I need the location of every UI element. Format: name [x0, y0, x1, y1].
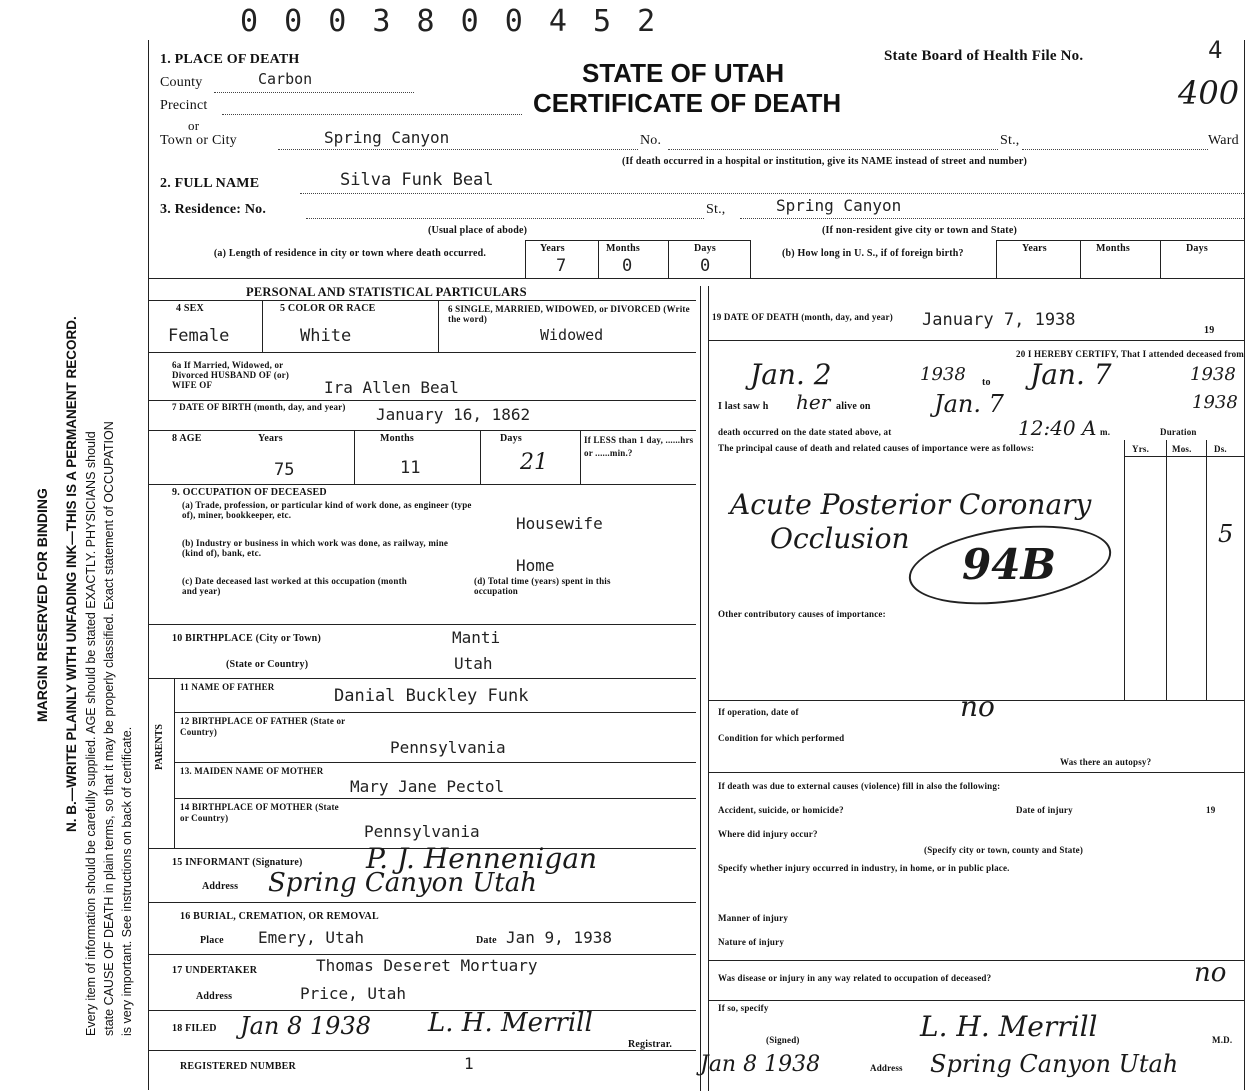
personal-heading: PERSONAL AND STATISTICAL PARTICULARS: [246, 285, 527, 299]
grid-line: [174, 762, 696, 763]
precinct-label: Precinct: [160, 98, 208, 113]
residence-months: 0: [622, 256, 633, 276]
us-residence-label: (b) How long in U. S., if of foreign birth?: [782, 248, 964, 259]
grid-line: [1160, 240, 1161, 278]
mother-value: Mary Jane Pectol: [350, 777, 505, 796]
signed-label: (Signed): [766, 1035, 800, 1045]
cause-line-1: Acute Posterior Coronary: [730, 488, 1092, 521]
duration-days: Ds.: [1214, 444, 1227, 454]
spouse-value: Ira Allen Beal: [324, 378, 459, 397]
md-label: M.D.: [1212, 1035, 1233, 1045]
nonresident-note: (If non-resident give city or town and State): [822, 225, 1018, 236]
grid-line: [148, 678, 696, 679]
grid-line: [148, 400, 696, 401]
occupation-b-label: (b) Industry or business in which work was done, as railway, mine (kind of), bank, etc.: [182, 538, 449, 558]
grid-line: [708, 340, 1244, 341]
grid-line: [996, 240, 1244, 241]
field-line: [300, 193, 1244, 194]
grid-line: [480, 430, 481, 484]
us-months-header: Months: [1096, 243, 1130, 254]
duration-label: Duration: [1160, 427, 1197, 437]
death-occurred-label: death occurred on the date stated above, at: [718, 427, 892, 437]
file-number-handwritten: 400: [1178, 74, 1240, 112]
informant-address: Spring Canyon Utah: [268, 868, 537, 898]
field-line: [222, 114, 522, 115]
dod-year-label: 19: [1204, 325, 1215, 336]
cause-code: 94B: [962, 540, 1056, 589]
age-months-header: Months: [380, 433, 414, 444]
certificate-title: CERTIFICATE OF DEATH: [533, 88, 842, 118]
injury-year-label: 19: [1206, 805, 1216, 815]
duration-months: Mos.: [1172, 444, 1192, 454]
grid-line: [525, 240, 526, 278]
cause-duration: 5: [1218, 520, 1234, 548]
dob-value: January 16, 1862: [376, 405, 531, 424]
residence-years: 7: [556, 256, 567, 276]
duration-col: [1166, 440, 1167, 700]
if-so-label: If so, specify: [718, 1003, 769, 1013]
grid-line: [438, 300, 439, 352]
date-of-death: January 7, 1938: [922, 310, 1076, 330]
birthplace-label: 10 BIRTHPLACE (City or Town): [172, 633, 321, 644]
related-occupation-label: Was disease or injury in any way related to occupation of deceased?: [718, 973, 992, 983]
condition-label: Condition for which performed: [718, 733, 845, 743]
informant-address-label: Address: [202, 881, 239, 892]
cause-label: The principal cause of death and related causes of importance were as follows:: [718, 443, 1035, 453]
ward-label: Ward: [1208, 133, 1239, 148]
grid-line: [708, 1000, 1244, 1001]
registered-number: 1: [464, 1054, 474, 1073]
undertaker-value: Thomas Deseret Mortuary: [316, 956, 538, 975]
death-time: 12:40 A: [1018, 416, 1097, 440]
certify-label: 20 I HEREBY CERTIFY, That I attended deceased from: [1016, 349, 1244, 359]
occupation-d-label: (d) Total time (years) spent in this occupation: [474, 576, 611, 596]
birthplace-state-label: (State or Country): [226, 659, 309, 670]
birthplace-state: Utah: [454, 654, 493, 673]
burial-place-label: Place: [200, 935, 224, 946]
grid-line: [148, 1010, 696, 1011]
mother-label: 13. MAIDEN NAME OF MOTHER: [180, 766, 324, 776]
instruction-note-1: Every item of information should be carefully supplied. AGE should be stated EXACTLY. PHYSICIANS should: [84, 431, 98, 1036]
age-days: 21: [520, 450, 548, 475]
grid-line: [996, 240, 997, 278]
grid-line: [262, 300, 263, 352]
or-label: or: [188, 118, 200, 133]
related-occupation-value: no: [1194, 958, 1227, 988]
grid-line: [708, 960, 1244, 961]
instruction-note-3: is very important. See instructions on back of certificate.: [120, 726, 134, 1036]
autopsy-label: Was there an autopsy?: [1060, 757, 1152, 767]
column-divider: [700, 286, 701, 1091]
industry-value: Home: [516, 556, 555, 575]
age-months: 11: [400, 458, 421, 478]
external-causes-label: If death was due to external causes (violence) fill in also the following:: [718, 781, 1001, 791]
grid-line: [525, 240, 750, 241]
residence-st-label: St.,: [706, 202, 726, 217]
grid-line: [174, 712, 696, 713]
attended-from-year: 1938: [920, 364, 966, 385]
town-label: Town or City: [160, 133, 237, 148]
residence-value: Spring Canyon: [776, 196, 902, 215]
top-section-divider: [148, 278, 1244, 279]
duration-col: [1124, 440, 1125, 700]
serial-number: 0 0 0 3 8 0 0 4 5 2: [240, 4, 660, 39]
binding-margin-note: MARGIN RESERVED FOR BINDING: [34, 488, 50, 722]
last-saw-label: I last saw h: [718, 401, 769, 412]
race-value: White: [300, 326, 352, 346]
age-label: 8 AGE: [172, 433, 202, 444]
parents-divider: [174, 678, 175, 848]
father-birthplace: Pennsylvania: [390, 738, 506, 757]
mother-birthplace-label: 14 BIRTHPLACE OF MOTHER (State or Country): [180, 802, 339, 823]
occupation-value: Housewife: [516, 514, 603, 533]
date-of-death-label: 19 DATE OF DEATH (month, day, and year): [712, 312, 893, 322]
injury-date-label: Date of injury: [1016, 805, 1073, 815]
father-birthplace-label: 12 BIRTHPLACE OF FATHER (State or Country): [180, 716, 346, 737]
file-number-label: State Board of Health File No.: [884, 48, 1084, 64]
parents-label: PARENTS: [154, 724, 165, 770]
physician-address: Spring Canyon Utah: [930, 1050, 1179, 1078]
grid-line: [708, 772, 1244, 773]
death-time-m: m.: [1100, 427, 1111, 437]
duration-col: [1206, 440, 1207, 700]
burial-label: 16 BURIAL, CREMATION, OR REMOVAL: [180, 911, 379, 922]
grid-line: [148, 484, 696, 485]
file-number: 4: [1208, 36, 1223, 64]
place-of-death-label: 1. PLACE OF DEATH: [160, 52, 300, 67]
filed-label: 18 FILED: [172, 1023, 217, 1034]
years-header: Years: [540, 243, 565, 254]
registered-number-label: REGISTERED NUMBER: [180, 1061, 296, 1072]
undertaker-address: Price, Utah: [300, 984, 406, 1003]
instruction-note-2: state CAUSE OF DEATH in plain terms, so that it may be properly classified. Exact statement of OCCUPATION: [102, 421, 116, 1036]
burial-date-label: Date: [476, 935, 497, 946]
duration-years: Yrs.: [1132, 444, 1150, 454]
age-years: 75: [274, 460, 295, 480]
registrar-label: Registrar.: [628, 1039, 673, 1050]
county-value: Carbon: [258, 70, 313, 88]
us-years-header: Years: [1022, 243, 1047, 254]
full-name-label: 2. FULL NAME: [160, 176, 260, 191]
spouse-label: 6a If Married, Widowed, or Divorced HUSBAND OF (or) WIFE OF: [172, 360, 290, 390]
grid-line: [668, 240, 669, 278]
less-than-label: If LESS than 1 day, ......hrs or ......min.?: [584, 435, 694, 458]
specify-city-note: (Specify city or town, county and State): [924, 845, 1084, 855]
operation-value: no: [960, 690, 995, 723]
grid-line: [174, 798, 696, 799]
age-years-header: Years: [258, 433, 283, 444]
grid-line: [148, 954, 696, 955]
cause-line-2: Occlusion: [770, 522, 910, 555]
field-line: [214, 92, 414, 93]
column-divider-2: [708, 286, 709, 1091]
mother-birthplace: Pennsylvania: [364, 822, 480, 841]
grid-line: [148, 624, 696, 625]
occupation-c-label: (c) Date deceased last worked at this occupation (month and year): [182, 576, 407, 596]
permanent-record-note: N. B.—WRITE PLAINLY WITH UNFADING INK—THIS IS A PERMANENT RECORD.: [64, 316, 79, 832]
field-line: [278, 149, 638, 150]
occupation-a-label: (a) Trade, profession, or particular kind of work done, as engineer (type of), miner, bookkeeper, etc.: [182, 500, 472, 520]
attended-to-year: 1938: [1190, 364, 1236, 385]
field-line: [1022, 149, 1208, 150]
specify-industry-label: Specify whether injury occurred in industry, in home, or in public place.: [718, 863, 1010, 873]
last-saw-year: 1938: [1192, 392, 1238, 413]
other-causes-label: Other contributory causes of importance:: [718, 609, 886, 619]
attended-from: Jan. 2: [750, 358, 832, 391]
us-days-header: Days: [1186, 243, 1208, 254]
burial-date: Jan 9, 1938: [506, 928, 612, 947]
days-header: Days: [694, 243, 716, 254]
field-line: [668, 149, 998, 150]
age-days-header: Days: [500, 433, 522, 444]
grid-line: [148, 352, 696, 353]
grid-line: [148, 430, 696, 431]
occupation-label: 9. OCCUPATION OF DECEASED: [172, 487, 327, 498]
dob-label: 7 DATE OF BIRTH (month, day, and year): [172, 402, 346, 412]
sex-value: Female: [168, 326, 230, 346]
grid-line: [750, 240, 751, 278]
where-injury-label: Where did injury occur?: [718, 829, 818, 839]
last-saw-alive-label: alive on: [836, 401, 871, 412]
grid-line: [354, 430, 355, 484]
months-header: Months: [606, 243, 640, 254]
manner-label: Manner of injury: [718, 913, 789, 923]
field-line: [306, 218, 704, 219]
undertaker-address-label: Address: [196, 991, 233, 1002]
length-residence-label: (a) Length of residence in city or town where death occurred.: [213, 248, 487, 259]
state-title: STATE OF UTAH: [582, 58, 785, 88]
last-saw-pronoun: her: [796, 390, 831, 414]
grid-line: [1124, 456, 1244, 457]
field-line: [740, 218, 1244, 219]
burial-place: Emery, Utah: [258, 928, 364, 947]
birthplace-city: Manti: [452, 628, 501, 647]
informant-signature: P. J. Hennenigan: [366, 842, 598, 875]
residence-label: 3. Residence: No.: [160, 202, 267, 217]
operation-label: If operation, date of: [718, 707, 799, 717]
undertaker-label: 17 UNDERTAKER: [172, 965, 258, 976]
town-value: Spring Canyon: [324, 128, 450, 147]
last-saw-date: Jan. 7: [934, 390, 1004, 418]
race-label: 5 COLOR OR RACE: [280, 303, 376, 314]
sex-label: 4 SEX: [176, 303, 204, 314]
marital-label: 6 SINGLE, MARRIED, WIDOWED, or DIVORCED (Write the word): [448, 304, 690, 324]
filed-date: Jan 8 1938: [240, 1012, 371, 1040]
registrar-signature: L. H. Merrill: [428, 1008, 593, 1038]
to-label: to: [982, 377, 991, 388]
signed-date: Jan 8 1938: [700, 1052, 821, 1077]
physician-signature: L. H. Merrill: [920, 1010, 1098, 1043]
physician-address-label: Address: [870, 1063, 903, 1073]
accident-label: Accident, suicide, or homicide?: [718, 805, 844, 815]
grid-line: [148, 300, 696, 301]
informant-label: 15 INFORMANT (Signature): [172, 857, 303, 868]
nature-label: Nature of injury: [718, 937, 785, 947]
full-name-value: Silva Funk Beal: [340, 170, 494, 190]
grid-line: [598, 240, 599, 278]
residence-days: 0: [700, 256, 711, 276]
grid-line: [1080, 240, 1081, 278]
street-label: St.,: [1000, 133, 1020, 148]
county-label: County: [160, 75, 203, 90]
street-no-label: No.: [640, 133, 662, 148]
grid-line: [580, 430, 581, 484]
marital-value: Widowed: [540, 326, 604, 344]
father-label: 11 NAME OF FATHER: [180, 682, 275, 692]
grid-line: [148, 1050, 696, 1051]
form-right-border: [1244, 40, 1245, 1090]
grid-line: [148, 902, 696, 903]
attended-to: Jan. 7: [1030, 358, 1112, 391]
usual-abode-note: (Usual place of abode): [428, 225, 528, 236]
form-left-border: [148, 40, 149, 1090]
father-value: Danial Buckley Funk: [334, 686, 529, 706]
hospital-note: (If death occurred in a hospital or institution, give its NAME instead of street and number): [622, 156, 1028, 167]
